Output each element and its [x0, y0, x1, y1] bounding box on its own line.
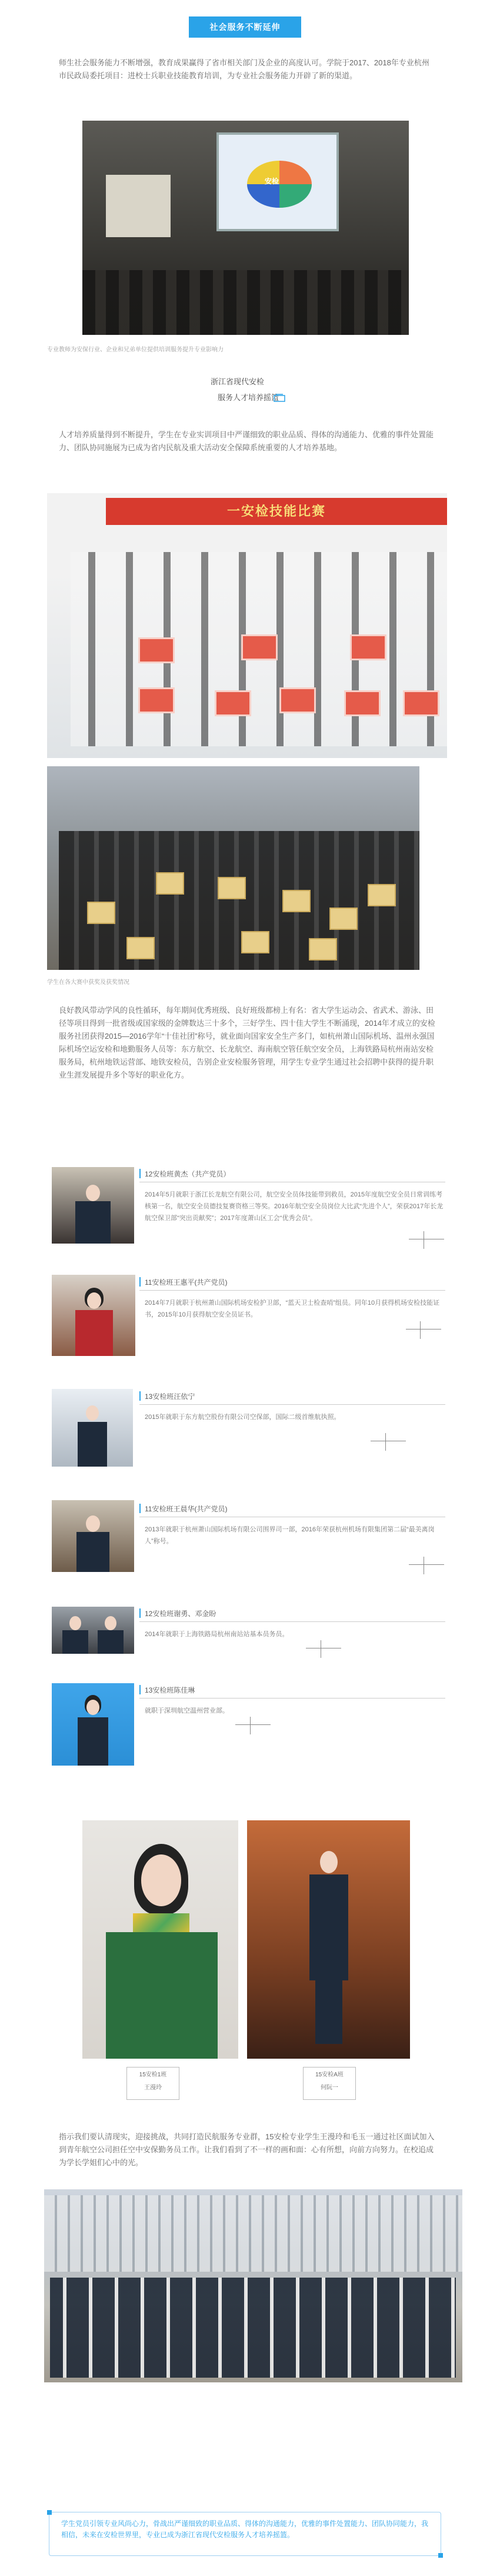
certificate [309, 938, 337, 960]
name-tag-line2: 何阮一 [321, 2085, 338, 2091]
profile-photo [52, 1683, 134, 1766]
certificate [282, 890, 311, 912]
certificate [138, 637, 175, 663]
profile-photo [52, 1389, 133, 1467]
talent-paragraph: 人才培养质量得到不断提升，学生在专业实训项目中严谨细致的职业品质、得体的沟通能力、优雅的事件处置能力、团队协同施展为已成为省内民航及重大活动安全保障系统重要的人才培养基地。 [59, 430, 434, 452]
audience [82, 270, 409, 335]
profile-photo [52, 1607, 134, 1654]
certificate [218, 877, 246, 899]
profile-photo [52, 1275, 135, 1356]
certificate [87, 902, 115, 924]
logo-slogan: 服务人才培养摇篮 [218, 393, 279, 402]
divider [139, 1621, 445, 1622]
profile-text: 2013年就职于杭州萧山国际机场有限公司围界司一部，2016年荣获杭州机场有限集团第二届“最美离岗人”称号。 [145, 1526, 435, 1545]
certificate [350, 634, 386, 660]
portrait-photo-left [82, 1820, 238, 2059]
certificate [215, 690, 251, 716]
group-photo [44, 2189, 462, 2382]
certificate [138, 687, 175, 713]
award-caption: 学生在各大赛中获奖及获奖情况 [47, 979, 129, 986]
award-photo-2 [47, 766, 419, 970]
certificate [279, 687, 316, 713]
divider [139, 1404, 445, 1405]
certificate [403, 690, 439, 716]
final-statement-box [49, 2512, 441, 2556]
logo-name: 浙江省现代安检 [211, 377, 265, 386]
profile-text: 2014年就职于上海铁路局杭州南站站基本员务员。 [145, 1631, 289, 1638]
certificate [368, 884, 396, 906]
profile-title: 13安检班陈佳琳 [145, 1686, 195, 1694]
profile-title: 11安检班王晨华(共产党员) [145, 1505, 228, 1513]
profile-accent-bar [139, 1169, 141, 1178]
decor-line [250, 1717, 251, 1734]
section-title-ribbon [197, 16, 293, 38]
achievements-paragraph: 良好教风带动学风的良性循环，每年期间优秀班级、良好班级都榜上有名：省大学生运动会、省武术、游泳、田径等项目得到一批省级或国家级的金牌数达三十多个，三好学生、四十佳大学生不断涌现，2014年才成立的安检服务社团获得2015—2016学年“十佳社团”称号，就业面向国家安全生产多门，如杭州萧山国际机场、温州永强国际机场空运安检和地勤服务人员等：东方航空、长龙航空、海南航空管任航空安全员，上海铁路局杭州南站安检服务局，杭州地铁运营部、地铁安检员，告别企业安检服务管理，用学生专业学生通过社会招聘中获得的提升职业生涯发展提升多个等好的职业化方。 [59, 1006, 435, 1079]
closing-paragraph: 指示我们要认清现实，迎接挑战，共同打造民航服务专业群，15安检专业学生王漫玲和毛玉一通过社区面试加入到青年航空公司担任空中安保勤务员工作。让我们看到了不一样的画和面：心有所想，向前方向努力。在校追成为学长学姐们心中的光。 [59, 2132, 435, 2167]
lecture-caption: 专业教师为安保行业、企业和兄弟单位提供培训服务提升专业影响力 [47, 347, 224, 353]
profile-title: 11安检班王惠平(共产党员) [145, 1278, 228, 1287]
decor-line [385, 1433, 386, 1451]
logo-icon [274, 394, 285, 402]
decor-line [420, 1321, 421, 1339]
profile-title: 12安检班谢勇、邓金盼 [145, 1610, 216, 1618]
certificate [329, 908, 358, 930]
certificate [241, 931, 269, 953]
profile-accent-bar [139, 1277, 141, 1287]
certificate [126, 937, 155, 959]
profile-title: 12安检班黄杰（共产党员） [145, 1170, 231, 1178]
whiteboard [106, 175, 171, 237]
profile-accent-bar [139, 1608, 141, 1618]
name-tag-line1: 15安检1班 [139, 2072, 167, 2078]
logo [194, 374, 300, 409]
projector-screen [216, 132, 339, 231]
intro-paragraph: 师生社会服务能力不断增强，教育成果赢得了省市相关部门及企业的高度认可。学院于2017、2018年专业杭州市民政局委托项目：进校士兵职业技能教育培训，为专业社会服务能力开辟了新的渠道。 [59, 58, 429, 80]
lecture-photo [82, 121, 409, 335]
profile-accent-bar [139, 1504, 141, 1513]
profile-text: 2014年7月就职于杭州萧山国际机场安检护卫部，“蓝天卫士检查哨”组员。同年10月获得机场安检技能证书，2015年10月获得航空安全员证书。 [145, 1299, 440, 1318]
divider [139, 1698, 445, 1699]
screen-label: 安检 [265, 177, 279, 185]
students-group [50, 2278, 456, 2378]
profile-text: 就职于深圳航空温州营业部。 [145, 1707, 229, 1714]
certificate [344, 690, 381, 716]
profile-accent-bar [139, 1391, 141, 1401]
profile-photo [52, 1500, 134, 1572]
section-title: 社会服务不断延伸 [209, 22, 281, 32]
profile-text: 2015年就职于东方航空股份有限公司空保部，国际二级首维航执照。 [145, 1414, 341, 1421]
decor-line [235, 1724, 271, 1725]
pie-graphic [247, 161, 312, 208]
award-photo-1 [47, 493, 447, 758]
corner-marker [47, 2510, 52, 2515]
profile-accent-bar [139, 1685, 141, 1694]
profile-title: 13安检班汪依宁 [145, 1392, 195, 1401]
decor-line [409, 1564, 444, 1565]
building [44, 2195, 462, 2272]
divider [139, 1290, 445, 1291]
corner-marker [438, 2553, 443, 2558]
profile-text: 2014年5月就职于浙江长龙航空有限公司，航空安全员体技能带到救员，2015年度航空安全员日常训练考核第一名，航空安全员德技复赛资格三等奖。2016年航空安全员岗位大比武“先进个人”，荣获2017年长龙航空保卫部“突出贡献奖”；2017年度萧山区工会“优秀会员”。 [145, 1191, 444, 1222]
award-students [59, 831, 419, 970]
certificate [156, 872, 184, 895]
profile-photo [52, 1167, 134, 1244]
final-statement: 学生党员引领专业风尚心力，骨战出严谨细致的职业品质、得体的沟通能力，优雅的事件处置能力、团队协同能力，我相信，未来在安检世界里，专业已成为浙江省现代安检服务人才培养摇篮。 [61, 2520, 429, 2539]
certificate [241, 634, 278, 660]
award-banner: 一安检技能比赛 [106, 498, 447, 525]
portrait-photo-right [247, 1820, 410, 2059]
name-tag-line1: 15安检A班 [315, 2072, 344, 2078]
name-tag-line2: 王漫玲 [144, 2085, 162, 2091]
